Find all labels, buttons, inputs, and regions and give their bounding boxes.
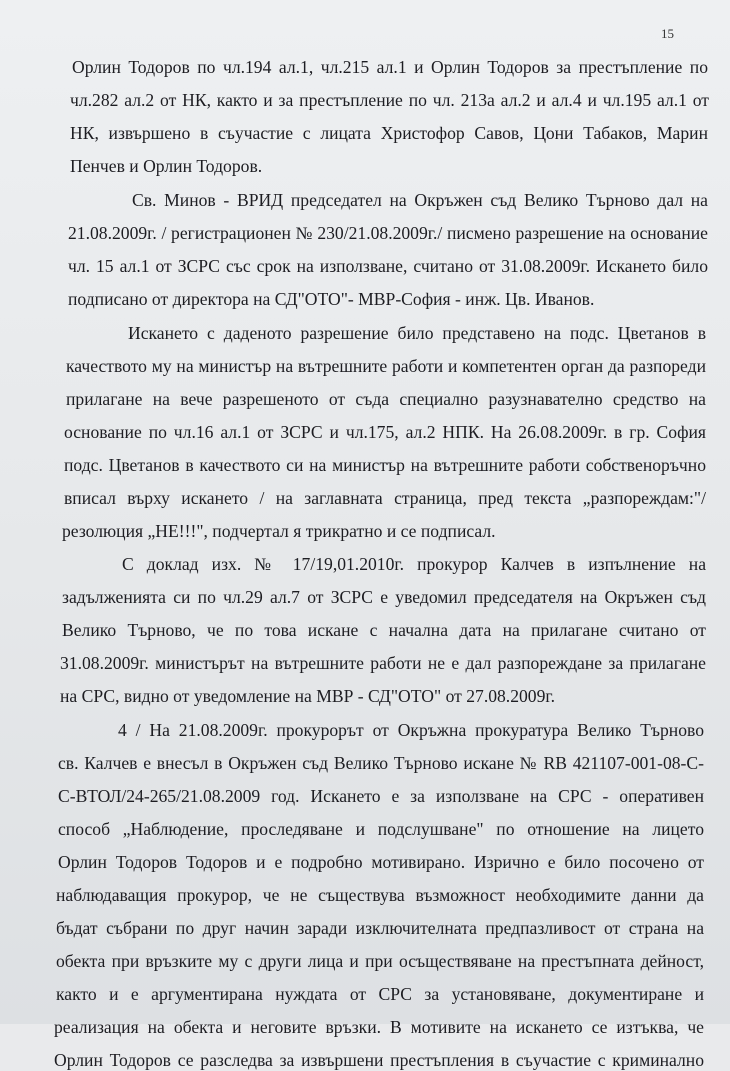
text-line: Велико Търново, че по това искане с начална дата на прилагане считано от <box>62 620 706 640</box>
text-line: на СРС, видно от уведомление на МВР - СД"ОТО" от 27.08.2009г. <box>60 686 556 706</box>
text-line: Орлин Тодоров по чл.194 ал.1, чл.215 ал.1 и Орлин Тодоров за престъпление по <box>72 57 708 77</box>
text-line: 21.08.2009г. / регистрационен № 230/21.08.2009г./ писмено разрешение на основание <box>68 223 708 243</box>
text-line: С-ВТОЛ/24-265/21.08.2009 год. Искането е за използване на СРС - оперативен <box>58 786 704 806</box>
text-line: чл. 15 ал.1 от ЗСРС със срок на използване, считано от 31.08.2009г. Искането било <box>68 256 708 276</box>
text-line: основание по чл.16 ал.1 от ЗСРС и чл.175, ал.2 НПК. На 26.08.2009г. в гр. София <box>64 422 706 442</box>
text-line: резолюция „НЕ!!!", подчертал я трикратно и се подписал. <box>62 521 496 541</box>
text-line: качеството му на министър на вътрешните работи и компетентен орган да разпореди <box>66 356 706 376</box>
text-line: Орлин Тодоров Тодоров и е подробно мотивирано. Изрично е било посочено от <box>58 852 704 872</box>
text-line: Св. Минов - ВРИД председател на Окръжен съд Велико Търново дал на <box>132 190 708 210</box>
text-line: способ „Наблюдение, проследяване и подслушване" по отношение на лицето <box>58 819 704 839</box>
text-line: прилагане на вече разрешеното от съда специално разузнавателно средство на <box>66 389 706 409</box>
text-line: подс. Цветанов в качеството си на министър на вътрешните работи собственоръчно <box>64 455 706 475</box>
text-line: 31.08.2009г. министърът на вътрешните работи не е дал разпореждане за прилагане <box>60 653 706 673</box>
text-line: С доклад изх. № 17/19,01.2010г. прокурор Калчев в изпълнение на <box>122 554 706 574</box>
text-line: Орлин Тодоров се разследва за извършени престъпления в съучастие с криминално <box>54 1050 704 1070</box>
text-line: Пенчев и Орлин Тодоров. <box>70 156 263 176</box>
text-line: чл.282 ал.2 от НК, както и за престъпление по чл. 213а ал.2 и ал.4 и чл.195 ал.1 от <box>70 90 709 110</box>
text-line: наблюдаващия прокурор, че не съществува възможност необходимите данни да <box>56 885 704 905</box>
page-number: 15 <box>661 26 674 41</box>
text-line: задълженията си по чл.29 ал.7 от ЗСРС е уведомил председателя на Окръжен съд <box>62 587 706 607</box>
text-line: обекта при връзките му с други лица и при осъществяване на престъпната дейност, <box>56 951 704 971</box>
text-line: както и е аргументирана нуждата от СРС за установяване, документиране и <box>56 984 704 1004</box>
text-line: св. Калчев е внесъл в Окръжен съд Велико Търново искане № RB 421107-001-08-С- <box>58 753 704 773</box>
text-line: бъдат събрани по друг начин заради изключителната предпазливост от страна на <box>56 918 704 938</box>
text-line: реализация на обекта и неговите връзки. В мотивите на искането се изтъква, че <box>54 1017 704 1037</box>
text-line: вписал върху искането / на заглавната страница, пред текста „разпореждам:"/ <box>64 488 706 508</box>
text-line: Искането с даденото разрешение било представено на подс. Цветанов в <box>128 323 706 343</box>
text-line: подписано от директора на СД"ОТО"- МВР-София - инж. Цв. Иванов. <box>68 289 595 309</box>
text-line: 4 / На 21.08.2009г. прокурорът от Окръжна прокуратура Велико Търново <box>118 720 704 740</box>
text-line: НК, извършено в съучастие с лицата Христофор Савов, Цони Табаков, Марин <box>70 123 708 143</box>
